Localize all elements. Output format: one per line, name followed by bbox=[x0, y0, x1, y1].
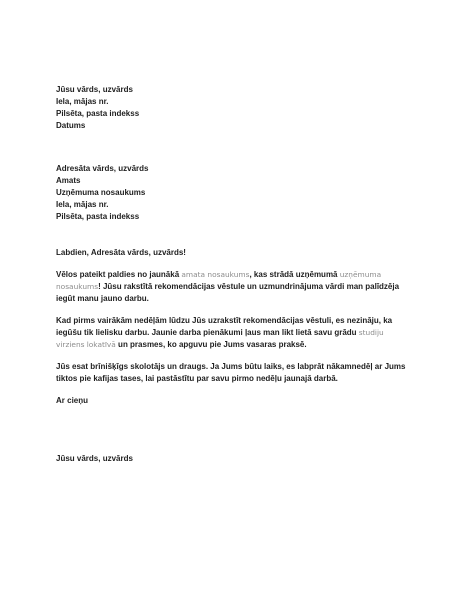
recipient-title[interactable]: Amats bbox=[56, 176, 81, 185]
recipient-street[interactable]: Iela, mājas nr. bbox=[56, 200, 109, 209]
recipient-company[interactable]: Uzņēmuma nosaukums bbox=[56, 188, 146, 197]
locative-placeholder[interactable]: lokatīvā bbox=[86, 340, 116, 349]
paragraph-job[interactable] bbox=[56, 315, 408, 351]
spacer bbox=[56, 132, 408, 163]
spacer bbox=[56, 223, 408, 247]
spacer bbox=[56, 305, 408, 315]
recipient-name[interactable]: Adresāta vārds, uzvārds bbox=[56, 164, 149, 173]
spacer bbox=[56, 259, 408, 269]
paragraph-thanks-text-2: , kas strādā uzņēmumā bbox=[249, 270, 340, 279]
spacer bbox=[56, 351, 408, 361]
paragraph-job-text-1: Kad pirms vairākām nedēļām lūdzu Jūs uzrakstīt rekomendācijas vēstuli, es nezināju, ka iegūšu tik lielisku darbu. Jaunie darba pienākumi ļaus man likt lietā savu grādu bbox=[56, 316, 393, 337]
recipient-city[interactable]: Pilsēta, pasta indekss bbox=[56, 212, 140, 221]
study-field-placeholder[interactable]: studiju virziens bbox=[56, 328, 384, 349]
spacer bbox=[56, 407, 408, 453]
paragraph-thanks[interactable] bbox=[56, 269, 408, 305]
paragraph-job-text-3: un prasmes, ko apguvu pie Jums vasaras praksē. bbox=[115, 340, 307, 349]
paragraph-invite[interactable]: Jūs esat brīnišķīgs skolotājs un draugs. Ja Jums būtu laiks, es labprāt nākamnedēļ ar Jums tiktos pie kafijas tases, lai pastāstītu par savu pirmo nedēļu jaunajā darbā. bbox=[56, 362, 406, 383]
company-name-placeholder[interactable]: uzņēmuma nosaukums bbox=[56, 270, 382, 291]
letter-body bbox=[56, 84, 408, 465]
paragraph-thanks-text-3: ! Jūsu rakstītā rekomendācijas vēstule un uzmundrinājuma vārdi man palīdzēja iegūt manu jauno darbu. bbox=[56, 282, 400, 303]
spacer bbox=[56, 385, 408, 395]
signature-name[interactable]: Jūsu vārds, uzvārds bbox=[56, 454, 133, 463]
sender-date[interactable]: Datums bbox=[56, 121, 86, 130]
sender-street[interactable]: Iela, mājas nr. bbox=[56, 97, 109, 106]
job-title-placeholder[interactable]: amata nosaukums bbox=[181, 270, 250, 279]
sender-city[interactable]: Pilsēta, pasta indekss bbox=[56, 109, 140, 118]
sender-address bbox=[56, 84, 408, 132]
recipient-address bbox=[56, 163, 408, 223]
paragraph-thanks-text-1: Vēlos pateikt paldies no jaunākā bbox=[56, 270, 182, 279]
closing[interactable]: Ar cieņu bbox=[56, 396, 89, 405]
greeting[interactable]: Labdien, Adresāta vārds, uzvārds! bbox=[56, 248, 186, 257]
sender-name[interactable]: Jūsu vārds, uzvārds bbox=[56, 85, 133, 94]
